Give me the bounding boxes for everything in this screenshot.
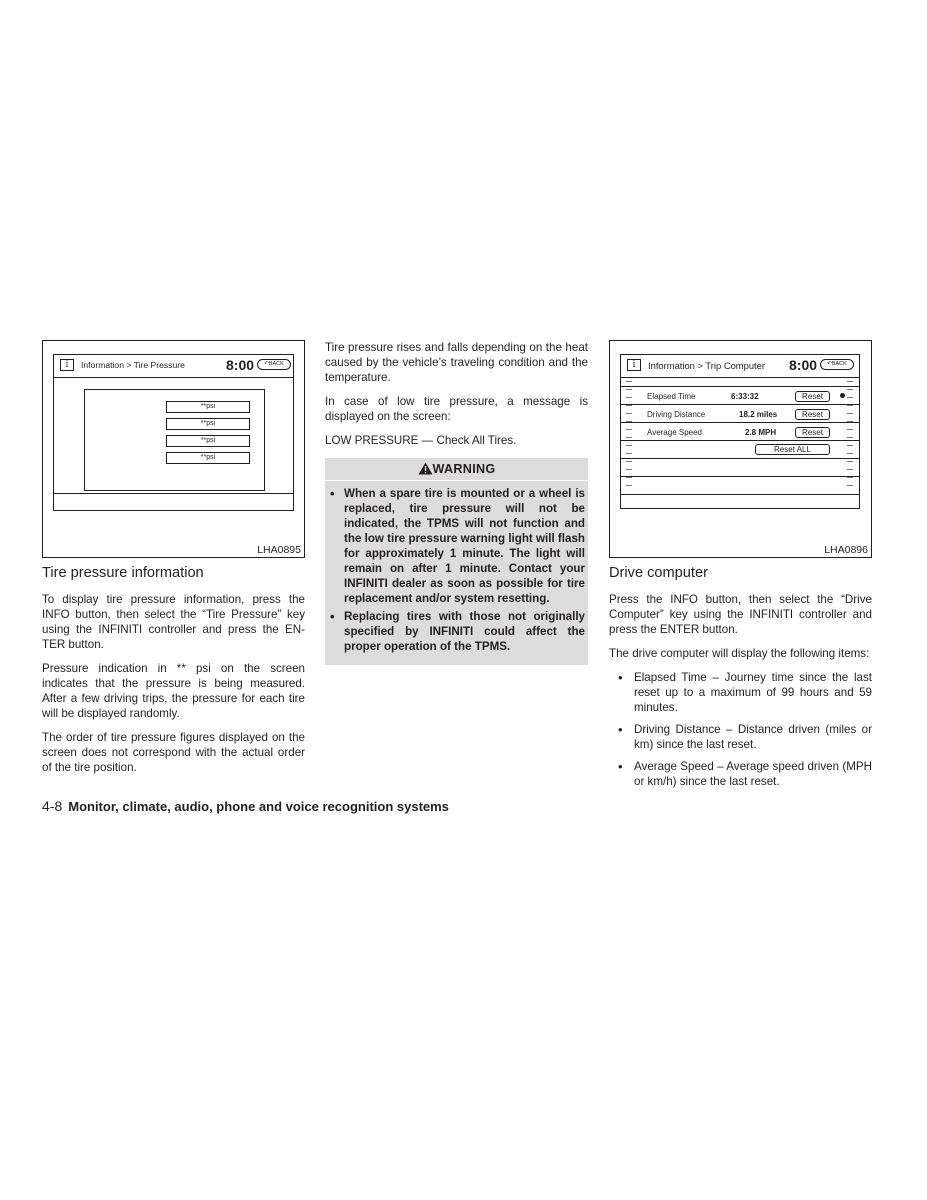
list-item: • Average Speed – Average speed driven (MPH or km/h) since the last reset. <box>609 759 872 789</box>
warning-header <box>325 458 588 481</box>
elapsed-time-value: 6:33:32 <box>731 392 759 401</box>
list-item: • Driving Distance – Distance driven (miles or km) since the last reset. <box>609 722 872 752</box>
section-heading: Drive computer <box>609 565 708 581</box>
column-right <box>609 340 872 796</box>
row-divider <box>621 476 859 477</box>
tire-pressure-screen <box>53 354 294 511</box>
warning-title: WARNING <box>432 462 496 476</box>
list-item: • Elapsed Time – Journey time since the last reset up to a maximum of 99 hours and 59 minutes. <box>609 670 872 715</box>
info-icon: i <box>627 359 641 371</box>
paragraph: In case of low tire pressure, a message is displayed on the screen: <box>325 395 588 423</box>
average-speed-label: Average Speed <box>647 428 703 437</box>
clock-time: 8:00 <box>789 357 818 373</box>
section-heading: Tire pressure information <box>42 565 204 581</box>
paragraph: LOW PRESSURE — Check All Tires. <box>325 434 517 447</box>
page-footer <box>42 797 449 816</box>
paragraph: Press the INFO button, then select the “Drive Computer” key using the INFINITI controller and press the ENTER button. <box>609 593 872 636</box>
psi-value-3: **psi <box>166 435 250 447</box>
row-divider <box>621 458 859 459</box>
reset-distance-button[interactable]: Reset <box>795 409 830 420</box>
clock-time: 8:00 <box>226 357 255 373</box>
paragraph: Tire pressure rises and falls depending on the heat caused by the vehicle’s traveling condition and the temperature. <box>325 341 588 384</box>
paragraph: The order of tire pressure figures displayed on the screen does not correspond with the actual order of the tire position. <box>42 731 305 774</box>
psi-value-4: **psi <box>166 452 250 464</box>
paragraph: The drive computer will display the following items: <box>609 647 870 660</box>
warning-item: • When a spare tire is mounted or a wheel is replaced, tire pressure will not be indicated, the TPMS will not function and the low tire pressure warning light will flash for approximately 1 minute. The light will remain on after 1 minute. Contact your INFINITI dealer as soon as possible for tire replacement and/or system resetting. <box>329 486 585 606</box>
info-icon: i <box>60 359 74 371</box>
psi-panel <box>84 389 265 491</box>
average-speed-value: 2.8 MPH <box>745 428 777 437</box>
psi-value-2: **psi <box>166 418 250 430</box>
back-label: BACK <box>831 361 847 367</box>
back-button[interactable]: ↶BACK <box>257 359 291 370</box>
screen-title: Information > Tire Pressure <box>81 360 185 370</box>
reset-all-button[interactable]: Reset ALL <box>755 444 830 455</box>
column-middle <box>325 340 588 665</box>
back-label: BACK <box>268 361 284 367</box>
figure-code: LHA0896 <box>824 544 868 556</box>
trip-computer-figure <box>609 340 872 558</box>
row-divider <box>621 404 859 405</box>
chapter-title: Monitor, climate, audio, phone and voice recognition systems <box>68 799 449 814</box>
page-number: 4-8 <box>42 798 63 814</box>
back-button[interactable]: ↶BACK <box>820 359 854 370</box>
scroll-indicator <box>840 393 845 398</box>
reset-elapsed-button[interactable]: Reset <box>795 391 830 402</box>
screen-header <box>621 355 859 378</box>
figure-code: LHA0895 <box>257 544 301 556</box>
warning-box <box>325 458 588 665</box>
row-divider <box>621 386 859 387</box>
left-scale <box>626 379 634 487</box>
driving-distance-value: 18.2 miles <box>739 410 778 419</box>
screen-title: Information > Trip Computer <box>648 360 765 371</box>
paragraph: To display tire pressure information, press the INFO button, then select the “Tire Pressure” key using the INFINITI controller and press the EN-TER button. <box>42 593 305 651</box>
paragraph: Pressure indication in ** psi on the screen indicates that the pressure is being measured. After a few driving trips, the pressure for each tire will be displayed randomly. <box>42 662 305 720</box>
warning-body <box>325 481 588 665</box>
warning-icon <box>418 462 433 475</box>
column-left <box>42 340 305 784</box>
warning-item: • Replacing tires with those not originally specified by INFINITI could affect the proper operation of the TPMS. <box>329 609 585 654</box>
row-divider <box>621 422 859 423</box>
right-scroll-scale[interactable] <box>847 379 855 487</box>
psi-value-1: **psi <box>166 401 250 413</box>
reset-speed-button[interactable]: Reset <box>795 427 830 438</box>
elapsed-time-label: Elapsed Time <box>647 392 696 401</box>
screen-header <box>54 355 293 378</box>
tire-pressure-figure <box>42 340 305 558</box>
driving-distance-label: Driving Distance <box>647 410 706 419</box>
row-divider <box>621 440 859 441</box>
screen-divider <box>54 493 293 494</box>
trip-computer-screen <box>620 354 860 509</box>
screen-divider <box>621 494 859 495</box>
